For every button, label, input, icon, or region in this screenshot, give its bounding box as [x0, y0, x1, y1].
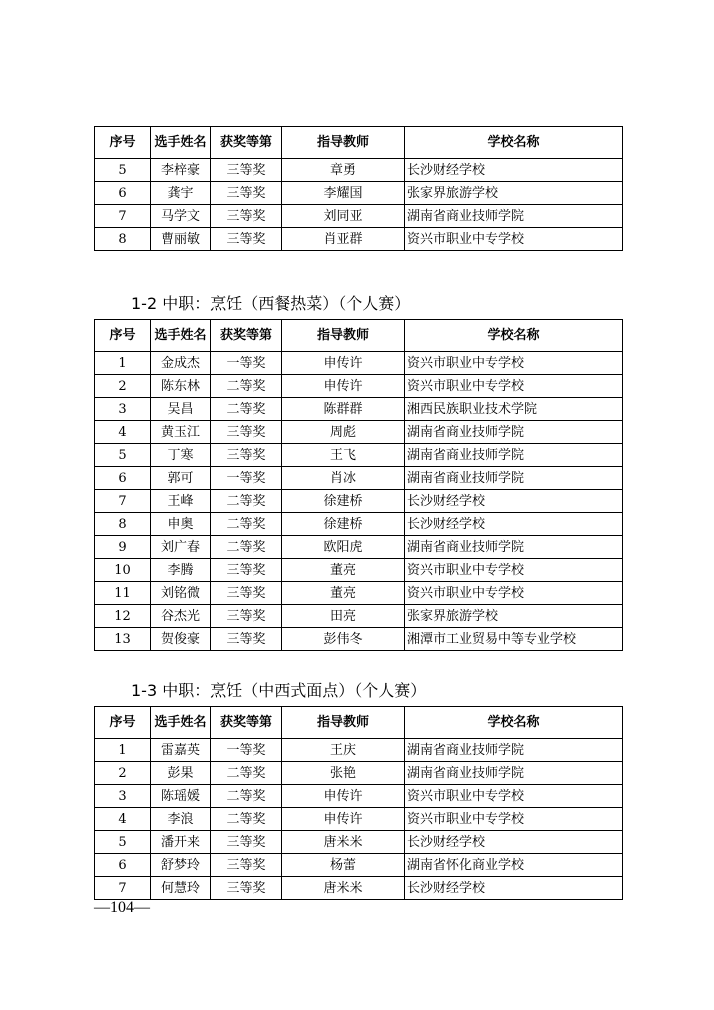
contestant-name-cell: 李腾: [151, 559, 211, 582]
header-teacher: 指导教师: [282, 707, 405, 739]
school-cell: 长沙财经学校: [405, 513, 623, 536]
school-cell: 湖南省商业技师学院: [405, 421, 623, 444]
teacher-cell: 王庆: [282, 739, 405, 762]
header-award-level: 获奖等第: [211, 320, 282, 352]
contestant-name-cell: 李浪: [151, 808, 211, 831]
contestant-name-cell: 曹丽敏: [151, 228, 211, 251]
header-contestant-name: 选手姓名: [151, 707, 211, 739]
header-award-level: 获奖等第: [211, 707, 282, 739]
table-row: [95, 375, 623, 398]
index-cell: 9: [95, 536, 151, 559]
contestant-name-cell: 申奥: [151, 513, 211, 536]
table-row: [95, 490, 623, 513]
school-cell: 湖南省怀化商业学校: [405, 854, 623, 877]
award-level-cell: 三等奖: [211, 444, 282, 467]
teacher-cell: 田亮: [282, 605, 405, 628]
school-cell: 资兴市职业中专学校: [405, 228, 623, 251]
teacher-cell: 陈群群: [282, 398, 405, 421]
contestant-name-cell: 雷嘉英: [151, 739, 211, 762]
contestant-name-cell: 何慧玲: [151, 877, 211, 900]
header-teacher: 指导教师: [282, 320, 405, 352]
table-row: [95, 513, 623, 536]
award-level-cell: 三等奖: [211, 605, 282, 628]
contestant-name-cell: 谷杰光: [151, 605, 211, 628]
table-row: [95, 398, 623, 421]
index-cell: 3: [95, 785, 151, 808]
table-header-row: [95, 127, 623, 159]
school-cell: 湖南省商业技师学院: [405, 467, 623, 490]
index-cell: 1: [95, 739, 151, 762]
teacher-cell: 李耀国: [282, 182, 405, 205]
table-row: [95, 467, 623, 490]
contestant-name-cell: 舒梦玲: [151, 854, 211, 877]
table-row: [95, 739, 623, 762]
school-cell: 资兴市职业中专学校: [405, 808, 623, 831]
index-cell: 6: [95, 182, 151, 205]
table-header-row: [95, 707, 623, 739]
index-cell: 6: [95, 854, 151, 877]
teacher-cell: 董亮: [282, 582, 405, 605]
index-cell: 2: [95, 375, 151, 398]
teacher-cell: 董亮: [282, 559, 405, 582]
index-cell: 2: [95, 762, 151, 785]
index-cell: 5: [95, 444, 151, 467]
school-cell: 资兴市职业中专学校: [405, 785, 623, 808]
table-row: [95, 228, 623, 251]
header-index: 序号: [95, 707, 151, 739]
teacher-cell: 申传许: [282, 375, 405, 398]
school-cell: 张家界旅游学校: [405, 182, 623, 205]
award-level-cell: 一等奖: [211, 739, 282, 762]
contestant-name-cell: 马学文: [151, 205, 211, 228]
school-cell: 湖南省商业技师学院: [405, 739, 623, 762]
index-cell: 3: [95, 398, 151, 421]
header-contestant-name: 选手姓名: [151, 127, 211, 159]
table-row: [95, 831, 623, 854]
table-row: [95, 854, 623, 877]
teacher-cell: 徐建桥: [282, 490, 405, 513]
teacher-cell: 彭伟冬: [282, 628, 405, 651]
section-title-1-2: 1-2 中职：烹饪（西餐热菜）（个人赛）: [131, 294, 411, 313]
table-row: [95, 421, 623, 444]
table-row: [95, 205, 623, 228]
header-contestant-name: 选手姓名: [151, 320, 211, 352]
contestant-name-cell: 潘开来: [151, 831, 211, 854]
index-cell: 5: [95, 831, 151, 854]
contestant-name-cell: 刘铭微: [151, 582, 211, 605]
school-cell: 湖南省商业技师学院: [405, 444, 623, 467]
contestant-name-cell: 金成杰: [151, 352, 211, 375]
teacher-cell: 刘同亚: [282, 205, 405, 228]
school-cell: 长沙财经学校: [405, 159, 623, 182]
school-cell: 长沙财经学校: [405, 831, 623, 854]
contestant-name-cell: 郭可: [151, 467, 211, 490]
table-row: [95, 582, 623, 605]
award-level-cell: 三等奖: [211, 831, 282, 854]
table-row: [95, 785, 623, 808]
contestant-name-cell: 贺俊豪: [151, 628, 211, 651]
contestant-name-cell: 陈东林: [151, 375, 211, 398]
index-cell: 1: [95, 352, 151, 375]
contestant-name-cell: 黄玉江: [151, 421, 211, 444]
index-cell: 13: [95, 628, 151, 651]
award-level-cell: 二等奖: [211, 398, 282, 421]
index-cell: 7: [95, 490, 151, 513]
index-cell: 11: [95, 582, 151, 605]
index-cell: 10: [95, 559, 151, 582]
index-cell: 7: [95, 205, 151, 228]
table-row: [95, 182, 623, 205]
teacher-cell: 申传许: [282, 808, 405, 831]
contestant-name-cell: 龚宇: [151, 182, 211, 205]
table-row: [95, 352, 623, 375]
award-table-1: [94, 126, 623, 251]
teacher-cell: 申传许: [282, 785, 405, 808]
award-level-cell: 三等奖: [211, 159, 282, 182]
table-row: [95, 762, 623, 785]
school-cell: 湖南省商业技师学院: [405, 536, 623, 559]
teacher-cell: 欧阳虎: [282, 536, 405, 559]
contestant-name-cell: 吴昌: [151, 398, 211, 421]
table-row: [95, 444, 623, 467]
award-level-cell: 二等奖: [211, 762, 282, 785]
contestant-name-cell: 李梓豪: [151, 159, 211, 182]
school-cell: 湘西民族职业技术学院: [405, 398, 623, 421]
header-teacher: 指导教师: [282, 127, 405, 159]
page-number: —104—: [94, 899, 150, 916]
award-level-cell: 三等奖: [211, 628, 282, 651]
teacher-cell: 唐米米: [282, 831, 405, 854]
teacher-cell: 肖冰: [282, 467, 405, 490]
teacher-cell: 王飞: [282, 444, 405, 467]
teacher-cell: 肖亚群: [282, 228, 405, 251]
header-school: 学校名称: [405, 707, 623, 739]
award-level-cell: 一等奖: [211, 352, 282, 375]
school-cell: 长沙财经学校: [405, 877, 623, 900]
section-title-1-3: 1-3 中职：烹饪（中西式面点）（个人赛）: [131, 681, 427, 700]
award-level-cell: 二等奖: [211, 785, 282, 808]
header-index: 序号: [95, 127, 151, 159]
award-level-cell: 二等奖: [211, 808, 282, 831]
contestant-name-cell: 刘广春: [151, 536, 211, 559]
index-cell: 7: [95, 877, 151, 900]
school-cell: 湖南省商业技师学院: [405, 205, 623, 228]
index-cell: 8: [95, 228, 151, 251]
teacher-cell: 徐建桥: [282, 513, 405, 536]
index-cell: 4: [95, 421, 151, 444]
table-row: [95, 536, 623, 559]
school-cell: 资兴市职业中专学校: [405, 352, 623, 375]
table-row: [95, 877, 623, 900]
table-row: [95, 159, 623, 182]
contestant-name-cell: 陈瑶媛: [151, 785, 211, 808]
award-level-cell: 三等奖: [211, 182, 282, 205]
award-level-cell: 三等奖: [211, 582, 282, 605]
contestant-name-cell: 丁寒: [151, 444, 211, 467]
teacher-cell: 章勇: [282, 159, 405, 182]
header-school: 学校名称: [405, 127, 623, 159]
contestant-name-cell: 彭果: [151, 762, 211, 785]
table-row: [95, 808, 623, 831]
index-cell: 4: [95, 808, 151, 831]
award-level-cell: 三等奖: [211, 877, 282, 900]
award-level-cell: 二等奖: [211, 375, 282, 398]
award-level-cell: 三等奖: [211, 559, 282, 582]
index-cell: 5: [95, 159, 151, 182]
teacher-cell: 周彪: [282, 421, 405, 444]
index-cell: 6: [95, 467, 151, 490]
index-cell: 8: [95, 513, 151, 536]
index-cell: 12: [95, 605, 151, 628]
school-cell: 长沙财经学校: [405, 490, 623, 513]
school-cell: 湘潭市工业贸易中等专业学校: [405, 628, 623, 651]
table-row: [95, 559, 623, 582]
teacher-cell: 杨蕾: [282, 854, 405, 877]
school-cell: 资兴市职业中专学校: [405, 582, 623, 605]
award-level-cell: 三等奖: [211, 421, 282, 444]
table-row: [95, 628, 623, 651]
award-level-cell: 三等奖: [211, 228, 282, 251]
award-table-1-3: [94, 706, 623, 900]
school-cell: 湖南省商业技师学院: [405, 762, 623, 785]
award-level-cell: 三等奖: [211, 205, 282, 228]
table-header-row: [95, 320, 623, 352]
award-table-1-2: [94, 319, 623, 651]
school-cell: 资兴市职业中专学校: [405, 559, 623, 582]
contestant-name-cell: 王峰: [151, 490, 211, 513]
table-row: [95, 605, 623, 628]
award-level-cell: 一等奖: [211, 467, 282, 490]
header-school: 学校名称: [405, 320, 623, 352]
header-index: 序号: [95, 320, 151, 352]
award-level-cell: 二等奖: [211, 536, 282, 559]
school-cell: 资兴市职业中专学校: [405, 375, 623, 398]
header-award-level: 获奖等第: [211, 127, 282, 159]
teacher-cell: 申传许: [282, 352, 405, 375]
school-cell: 张家界旅游学校: [405, 605, 623, 628]
award-level-cell: 二等奖: [211, 513, 282, 536]
teacher-cell: 唐米米: [282, 877, 405, 900]
teacher-cell: 张艳: [282, 762, 405, 785]
award-level-cell: 二等奖: [211, 490, 282, 513]
award-level-cell: 三等奖: [211, 854, 282, 877]
